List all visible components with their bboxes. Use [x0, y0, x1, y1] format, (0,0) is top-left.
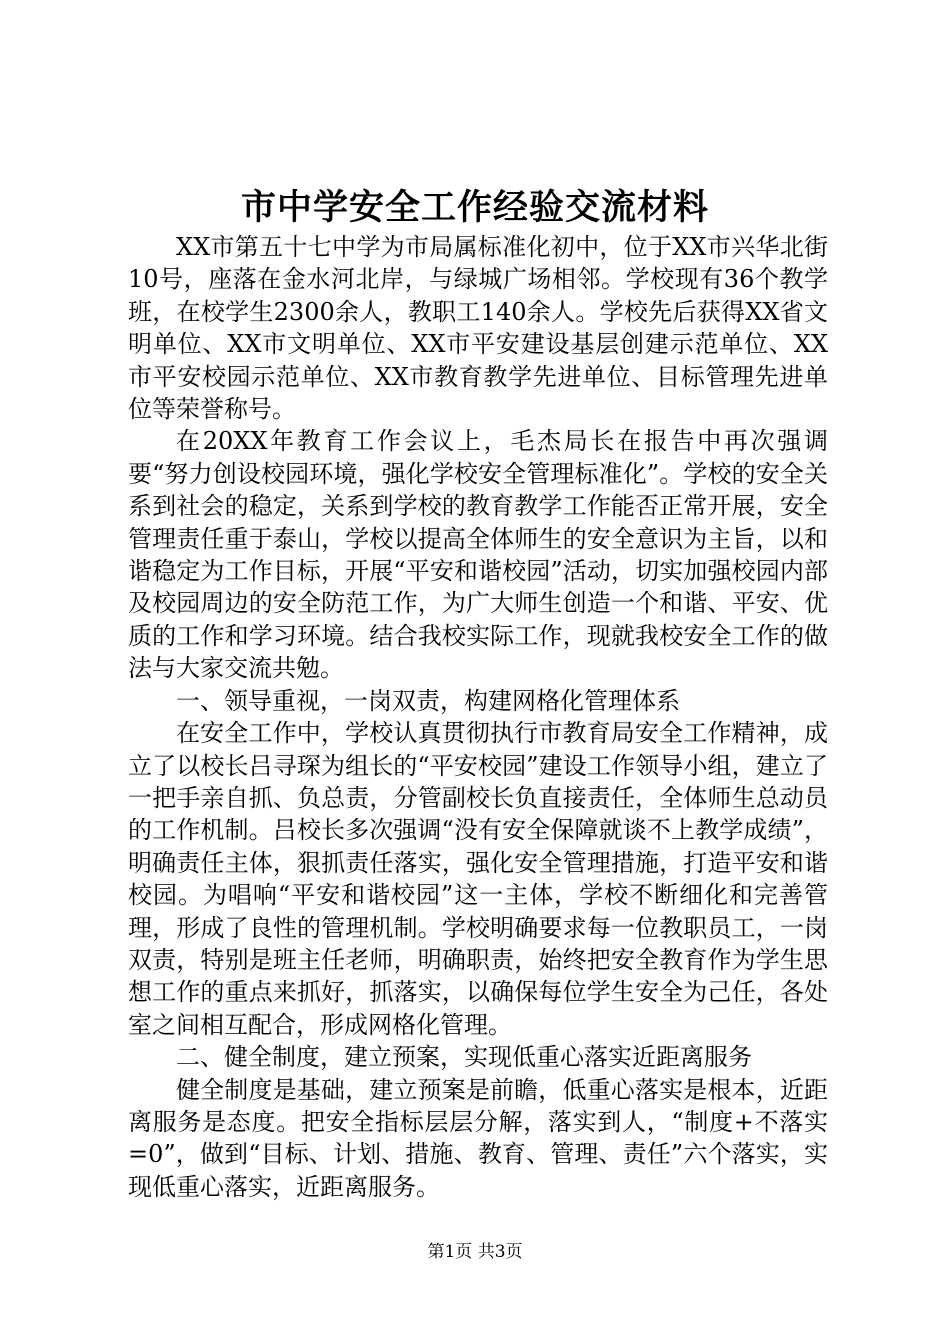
paragraph-section-1: 在安全工作中，学校认真贯彻执行市教育局安全工作精神，成立了以校长吕寻琛为组长的“平安校园”建设工作领导小组，建立了一把手亲自抓、负总责，分管副校长负直接责任，全体师生总动员的工作机制。吕校长多次强调“没有安全保障就谈不上教学成绩”，明确责任主体，狠抓责任落实，强化安全管理措施，打造平安和谐校园。为唱响“平安和谐校园”这一主体，学校不断细化和完善管理，形成了良性的管理机制。学校明确要求每一位教职员工，一岗双责，特别是班主任老师，明确职责，始终把安全教育作为学生思想工作的重点来抓好，抓落实，以确保每位学生安全为己任，各处室之间相互配合，形成网格化管理。	[128, 719, 828, 1039]
page-number-footer: 第1页 共3页	[427, 1242, 523, 1262]
section-heading-1: 一、领导重视，一岗双责，构建网格化管理体系	[176, 686, 680, 715]
section-heading-2: 二、健全制度，建立预案，实现低重心落实近距离服务	[176, 1043, 752, 1072]
paragraph-section-2: 健全制度是基础，建立预案是前瞻，低重心落实是根本，近距离服务是态度。把安全指标层层分解，落实到人，“制度+不落实=0”，做到“目标、计划、措施、教育、管理、责任”六个落实，实现低重心落实，近距离服务。	[128, 1075, 828, 1201]
paragraph-background: 在20XX年教育工作会议上，毛杰局长在报告中再次强调要“努力创设校园环境，强化学校安全管理标准化”。学校的安全关系到社会的稳定，关系到学校的教育教学工作能否正常开展，安全管理责任重于泰山，学校以提高全体师生的安全意识为主旨，以和谐稳定为工作目标，开展“平安和谐校园”活动，切实加强校园内部及校园周边的安全防范工作，为广大师生创造一个和谐、平安、优质的工作和学习环境。结合我校实际工作，现就我校安全工作的做法与大家交流共勉。	[128, 427, 828, 683]
document-title: 市中学安全工作经验交流材料	[240, 187, 709, 228]
document-body	[128, 231, 828, 1203]
paragraph-intro: XX市第五十七中学为市局属标准化初中，位于XX市兴华北街10号，座落在金水河北岸，与绿城广场相邻。学校现有36个教学班，在校学生2300余人，教职工140余人。学校先后获得XX省文明单位、XX市文明单位、XX市平安建设基层创建示范单位、XX市平安校园示范单位、XX市教育教学先进单位、目标管理先进单位等荣誉称号。	[128, 233, 828, 424]
